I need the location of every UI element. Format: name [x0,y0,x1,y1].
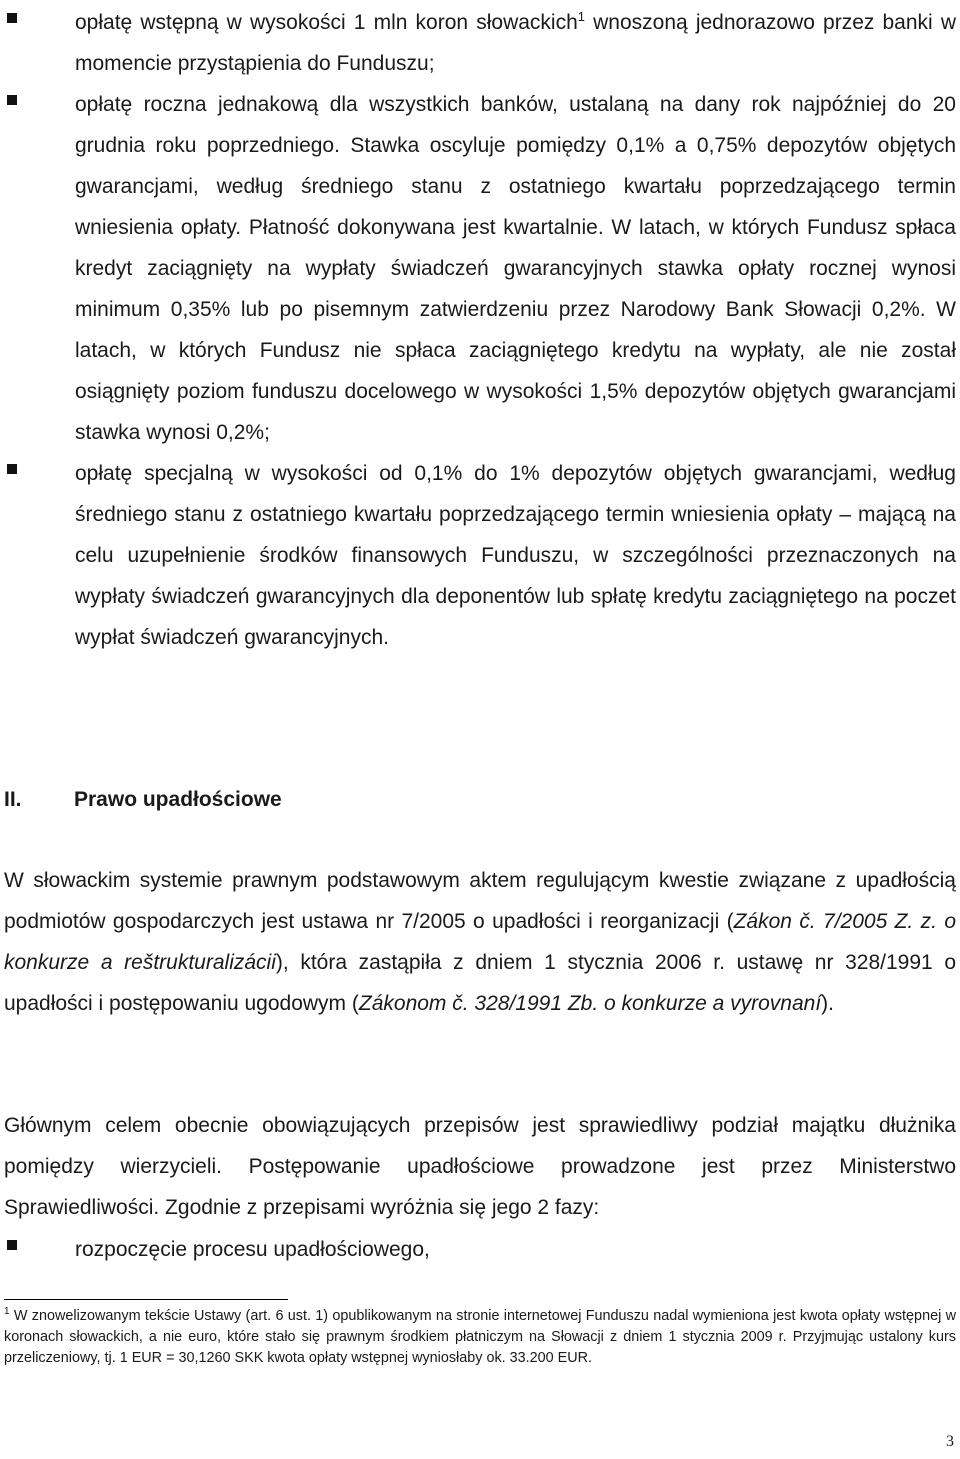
square-bullet-icon [7,1240,17,1250]
list-item [0,1229,960,1270]
footnote-reference: 1 [577,9,585,24]
square-bullet-icon [7,95,17,105]
paragraph-text: ), która zastąpiła z dniem 1 stycznia 2006 r. ustawę nr 328/1991 o upadłości i postępowaniu ugodowym ( [4,951,956,1015]
footnote-separator [4,1299,288,1300]
list-item-text: opłatę wstępną w wysokości 1 mln koron słowackich [75,11,578,34]
bullet-list [0,2,960,658]
section-title: Prawo upadłościowe [74,788,282,811]
list-item-text: wnoszoną jednorazowo przez banki w momencie przystąpienia do Funduszu; [75,11,956,75]
list-item [0,453,960,658]
list-item [0,2,960,84]
section-heading [4,785,282,815]
footnote [4,1306,956,1369]
statute-name-italic: Zákonom č. 328/1991 Zb. o konkurze a vyrovnaní [358,992,822,1015]
page-number: 3 [946,1433,954,1450]
list-item-text: rozpoczęcie procesu upadłościowego, [75,1238,430,1261]
paragraph [4,860,956,1024]
section-number: II. [4,788,22,811]
footnote-text: W znowelizowanym tekście Ustawy (art. 6 ust. 1) opublikowanym na stronie internetowej Funduszu nadal wymieniona jest kwota opłaty wstępnej w koronach słowackich, a nie euro, które stało się prawnym środkiem płatniczym na Słowacji z dniem 1 stycznia 2009 r. Przyjmując ustalony kurs przeliczeniowy, tj. 1 EUR = 30,1260 SKK kwota opłaty wstępnej wyniosłaby ok. 33.200 EUR. [4,1308,956,1366]
list-item-text: opłatę specjalną w wysokości od 0,1% do 1% depozytów objętych gwarancjami, według średniego stanu z ostatniego kwartału poprzedzającego termin wniesienia opłaty – mającą na celu uzupełnienie środków finansowych Funduszu, w szczególności przeznaczonych na wypłaty świadczeń gwarancyjnych dla deponentów lub spłatę kredytu zaciągniętego na poczet wypłat świadczeń gwarancyjnych. [75,462,956,649]
bullet-list [0,1229,960,1270]
footnote-number: 1 [4,1306,10,1318]
list-item [0,84,960,453]
paragraph-text: ). [821,992,834,1015]
statute-name-italic: Zákon č. 7/2005 Z. z. o konkurze a reštrukturalizácii [4,910,956,974]
square-bullet-icon [7,13,17,23]
paragraph-text: W słowackim systemie prawnym podstawowym aktem regulującym kwestie związane z upadłością podmiotów gospodarczych jest ustawa nr 7/2005 o upadłości i reorganizacji ( [4,869,956,933]
list-item-text: opłatę roczna jednakową dla wszystkich banków, ustalaną na dany rok najpóźniej do 20 grudnia roku poprzedniego. Stawka oscyluje pomiędzy 0,1% a 0,75% depozytów objętych gwarancjami, według średniego stanu z ostatniego kwartału poprzedzającego termin wniesienia opłaty. Płatność dokonywana jest kwartalnie. W latach, w których Fundusz spłaca kredyt zaciągnięty na wypłaty świadczeń gwarancyjnych stawka opłaty rocznej wynosi minimum 0,35% lub po pisemnym zatwierdzeniu przez Narodowy Bank Słowacji 0,2%. W latach, w których Fundusz nie spłaca zaciągniętego kredytu na wypłaty, ale nie został osiągnięty poziom funduszu docelowego w wysokości 1,5% depozytów objętych gwarancjami stawka wynosi 0,2%; [75,93,956,444]
paragraph: Głównym celem obecnie obowiązujących przepisów jest sprawiedliwy podział majątku dłużnika pomiędzy wierzycieli. Postępowanie upadłościowe prowadzone jest przez Ministerstwo Sprawiedliwości. Zgodnie z przepisami wyróżnia się jego 2 fazy: [4,1114,956,1219]
square-bullet-icon [7,464,17,474]
